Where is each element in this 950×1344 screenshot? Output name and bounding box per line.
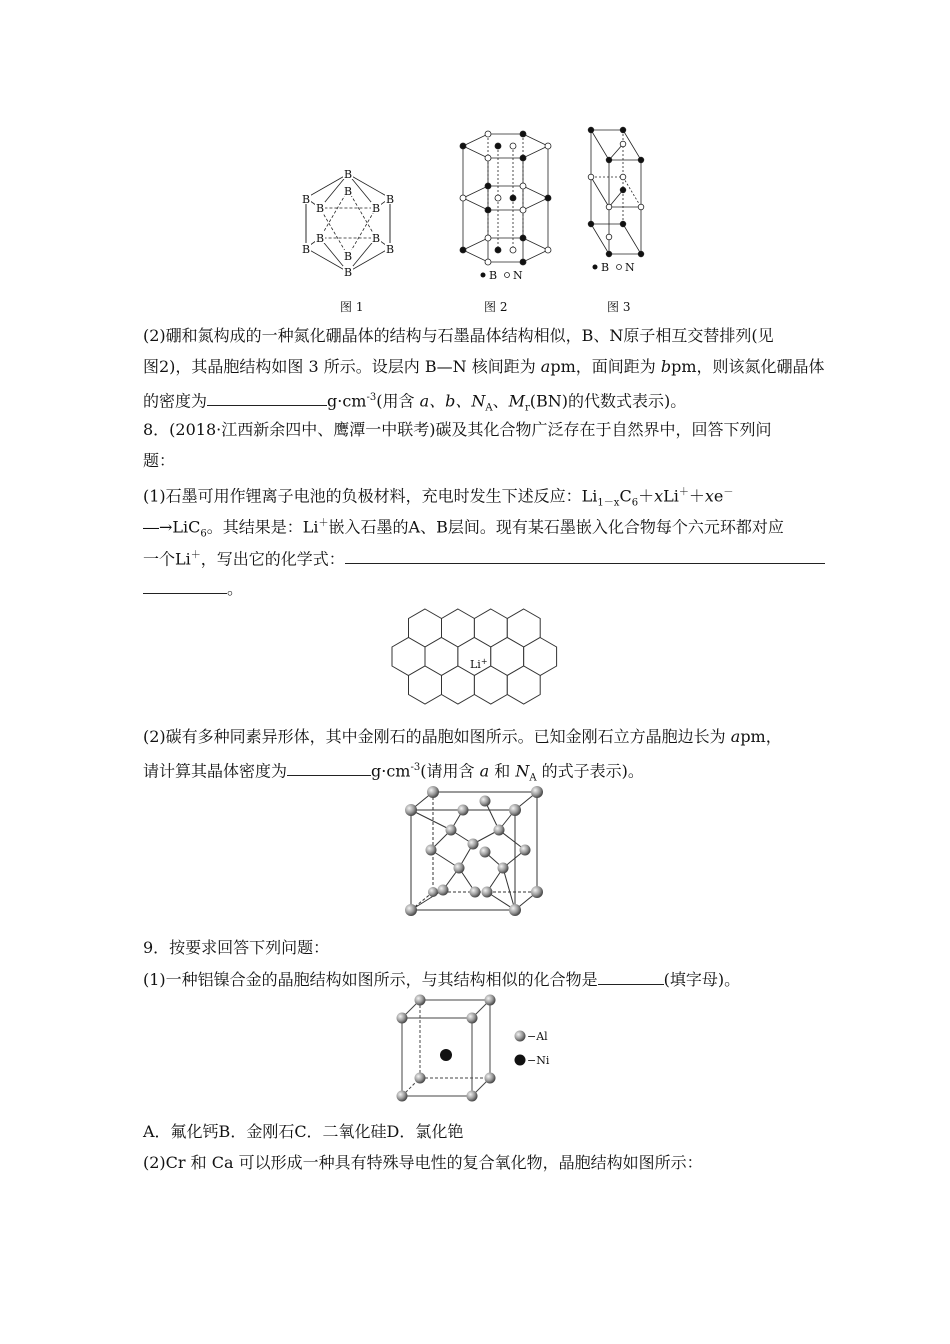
b-atom-label: B: [371, 202, 381, 215]
b-atom-label: B: [385, 243, 395, 256]
legend-n-label: N: [513, 269, 523, 282]
answer-blank[interactable]: [598, 969, 664, 985]
q8-part1-line2: ―→LiC$_6$。其结果是：Li＋嵌入石墨的A、B层间。现有某石墨嵌入化合物每个六元环都对应: [143, 517, 784, 540]
q8-part2-line1: (2)碳有多种同素异形体，其中金刚石的晶胞如图所示。已知金刚石立方晶胞边长为 apm，: [143, 727, 782, 746]
legend-b-label: B: [601, 261, 610, 274]
diamond-unit-cell: [403, 786, 553, 916]
figure-1-caption: 图 1: [340, 300, 364, 314]
figure-3-bn-unit-cell: [583, 124, 653, 279]
q7-part2-line2: 图2)，其晶胞结构如图 3 所示。设层内 B—N 核间距为 apm，面间距为 bpm，则该氮化硼晶体: [143, 357, 825, 376]
figure-2-caption: 图 2: [484, 300, 508, 314]
legend-n-label: N: [625, 261, 635, 274]
b-atom-label: B: [343, 185, 353, 198]
legend-b-label: B: [489, 269, 498, 282]
q9-options: A．氟化钙B．金刚石C．二氧化硅D．氯化铯: [143, 1122, 464, 1141]
b-atom-label: B: [343, 250, 353, 263]
q9-part2-line1: (2)Cr 和 Ca 可以形成一种具有特殊导电性的复合氧化物，晶胞结构如图所示：: [143, 1153, 703, 1172]
q8-line2: 题：: [143, 451, 176, 470]
answer-blank[interactable]: [207, 390, 327, 406]
legend-al-label: −Al: [527, 1030, 548, 1043]
q7-part2-line3: 的密度为 $g\cdot cm^{-3}$(用含 a、b、$N_A$、$M_r(BN)$的代数式表示)。: [143, 391, 687, 414]
answer-blank[interactable]: [287, 760, 371, 776]
q8-line1: 8．(2018·江西新余四中、鹰潭一中联考)碳及其化合物广泛存在于自然界中，回答下列问: [143, 420, 772, 439]
answer-blank[interactable]: [345, 548, 825, 564]
q8-part2-line2: 请计算其晶体密度为 $g\cdot cm^{-3}$(请用含 a 和 $N_A$ 的式子表示)。: [143, 761, 644, 784]
al-ni-unit-cell: [394, 992, 554, 1102]
q8-part1-line4: 。: [143, 578, 243, 599]
answer-blank[interactable]: [143, 578, 227, 594]
q8-part1-line3: 一个Li＋，写出它的化学式：: [143, 546, 825, 569]
figure-2-layered-bn: [443, 128, 563, 282]
graphite-layer-hexagons: [390, 608, 590, 718]
b-atom-label: B: [371, 232, 381, 245]
li-ion-label: Li+: [470, 657, 488, 671]
b-atom-label: B: [343, 266, 353, 279]
q9-part1-line1: (1)一种铝镍合金的晶胞结构如图所示，与其结构相似的化合物是 (填字母)。: [143, 970, 741, 989]
figure-1-b12-icosahedron: [298, 168, 398, 278]
b-atom-label: B: [301, 243, 311, 256]
b-atom-label: B: [315, 202, 325, 215]
q9-line1: 9．按要求回答下列问题：: [143, 938, 330, 957]
q7-part2-line1: (2)硼和氮构成的一种氮化硼晶体的结构与石墨晶体结构相似，B、N原子相互交替排列(见: [143, 326, 774, 345]
b-atom-label: B: [343, 168, 353, 181]
legend-ni-label: −Ni: [527, 1054, 550, 1067]
q8-part1-line1: (1)石墨可用作锂离子电池的负极材料，充电时发生下述反应：$Li_{1-x}C_6+xLi^++xe^-$: [143, 486, 734, 509]
figure-3-caption: 图 3: [607, 300, 631, 314]
b-atom-label: B: [301, 193, 311, 206]
b-atom-label: B: [385, 193, 395, 206]
b-atom-label: B: [315, 232, 325, 245]
